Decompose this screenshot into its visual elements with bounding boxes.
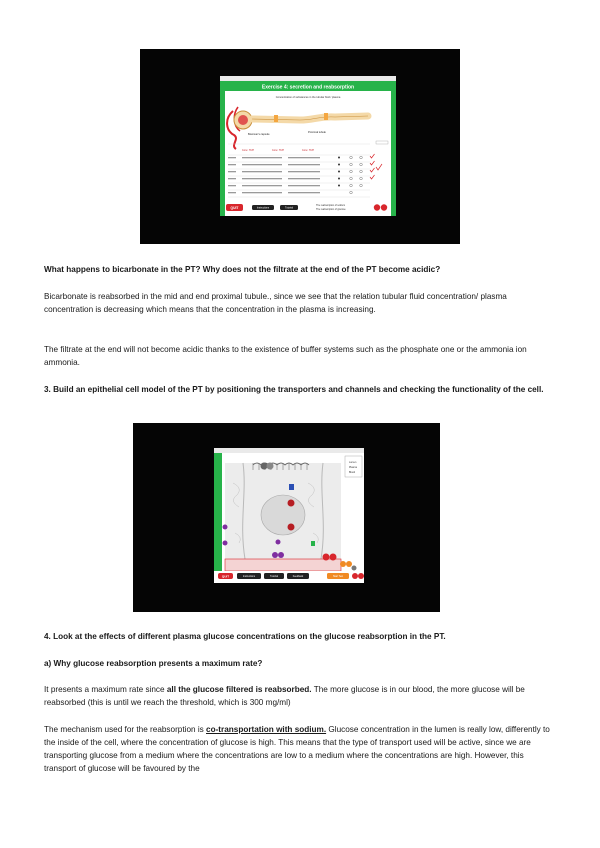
answer-mech-pre: The mechanism used for the reabsorption is [44, 725, 207, 734]
answer-mech-post: Glucose concentration in the lumen is really low, differently to the inside of the cell, where the concentration of glucose is high. This means that the type of transport used will be active, since we are transporting glucose from a medium where the concentrations are low to a medium where the concentrations are high. However, this transport of glucose will be favoured by the [44, 725, 550, 773]
legend-1: The reabsorption of sodium [316, 204, 346, 207]
svg-text:Conc. TF/P: Conc. TF/P [242, 149, 255, 152]
answer-bicarbonate: Bicarbonate is reabsorbed in the mid and end proximal tubule., since we see that the relation tubular fluid concentration/ plasma concentration is decreasing which means that the concentration in the plasma is increasing. [44, 292, 507, 314]
quit-label: QUIT [230, 206, 239, 211]
screenshot-secretion-reabsorption [140, 49, 460, 244]
screenshot-cell-model [133, 423, 440, 612]
answer-maximum-rate [44, 683, 558, 709]
answer-buffer: The filtrate at the end will not become acidic thanks to the existence of buffer systems such as the phosphate one or the ammonia ion ammonia. [44, 345, 527, 367]
sub-label: Concentration of substances in the tubular fluid / plasma [275, 96, 341, 99]
prev-icon[interactable] [374, 204, 380, 210]
next-icon-2[interactable] [358, 573, 364, 579]
start-test-label: Start Test [332, 575, 344, 579]
quit-label-2: QUIT [221, 574, 230, 579]
cell-model-window [133, 423, 440, 612]
answer-max-pre: It presents a maximum rate since [44, 685, 167, 694]
svg-text:Conc. TF/P: Conc. TF/P [272, 149, 285, 152]
instructions-label: Instructions [256, 206, 270, 210]
legend-plasma: Plasma [349, 466, 357, 469]
window-title: Exercise 4: secretion and reabsorption [261, 84, 355, 91]
question-maximum-rate: a) Why glucose reabsorption presents a maximum rate? [44, 659, 263, 668]
svg-text:Conc. TF/P: Conc. TF/P [302, 149, 315, 152]
svg-text:Proximal tubule: Proximal tubule [308, 131, 326, 134]
feedback-label: Feedback [292, 575, 304, 579]
question-glucose: 4. Look at the effects of different plasma glucose concentrations on the glucose reabsorption in the PT. [44, 632, 446, 641]
tutorial-label-2: Tutorial [270, 575, 278, 579]
legend-blood: Blood [349, 471, 356, 474]
simulation-window [140, 49, 460, 244]
answer-mech-bold: co-transportation with sodium. [206, 725, 327, 734]
answer-mechanism [44, 723, 558, 775]
legend-2: The reabsorption of glucose [316, 208, 346, 211]
legend-lumen: Lumen [349, 461, 357, 464]
answer-max-post: The more glucose is in our blood, the more glucose will be reabsorbed (this is until we reach the threshold, which is 300 mg/ml) [44, 685, 525, 707]
next-icon[interactable] [381, 204, 387, 210]
question-cell-model: 3. Build an epithelial cell model of the PT by positioning the transporters and channels and checking the functionality of the cell. [44, 385, 544, 394]
prev-icon-2[interactable] [352, 573, 358, 579]
question-bicarbonate: What happens to bicarbonate in the PT? Why does not the filtrate at the end of the PT become acidic? [44, 265, 441, 274]
svg-text:Bowman's capsule: Bowman's capsule [248, 133, 270, 136]
instructions-label-2: Instructions [242, 575, 256, 579]
answer-max-bold: all the glucose filtered is reabsorbed. [166, 685, 312, 694]
tutorial-label: Tutorial [285, 206, 293, 210]
